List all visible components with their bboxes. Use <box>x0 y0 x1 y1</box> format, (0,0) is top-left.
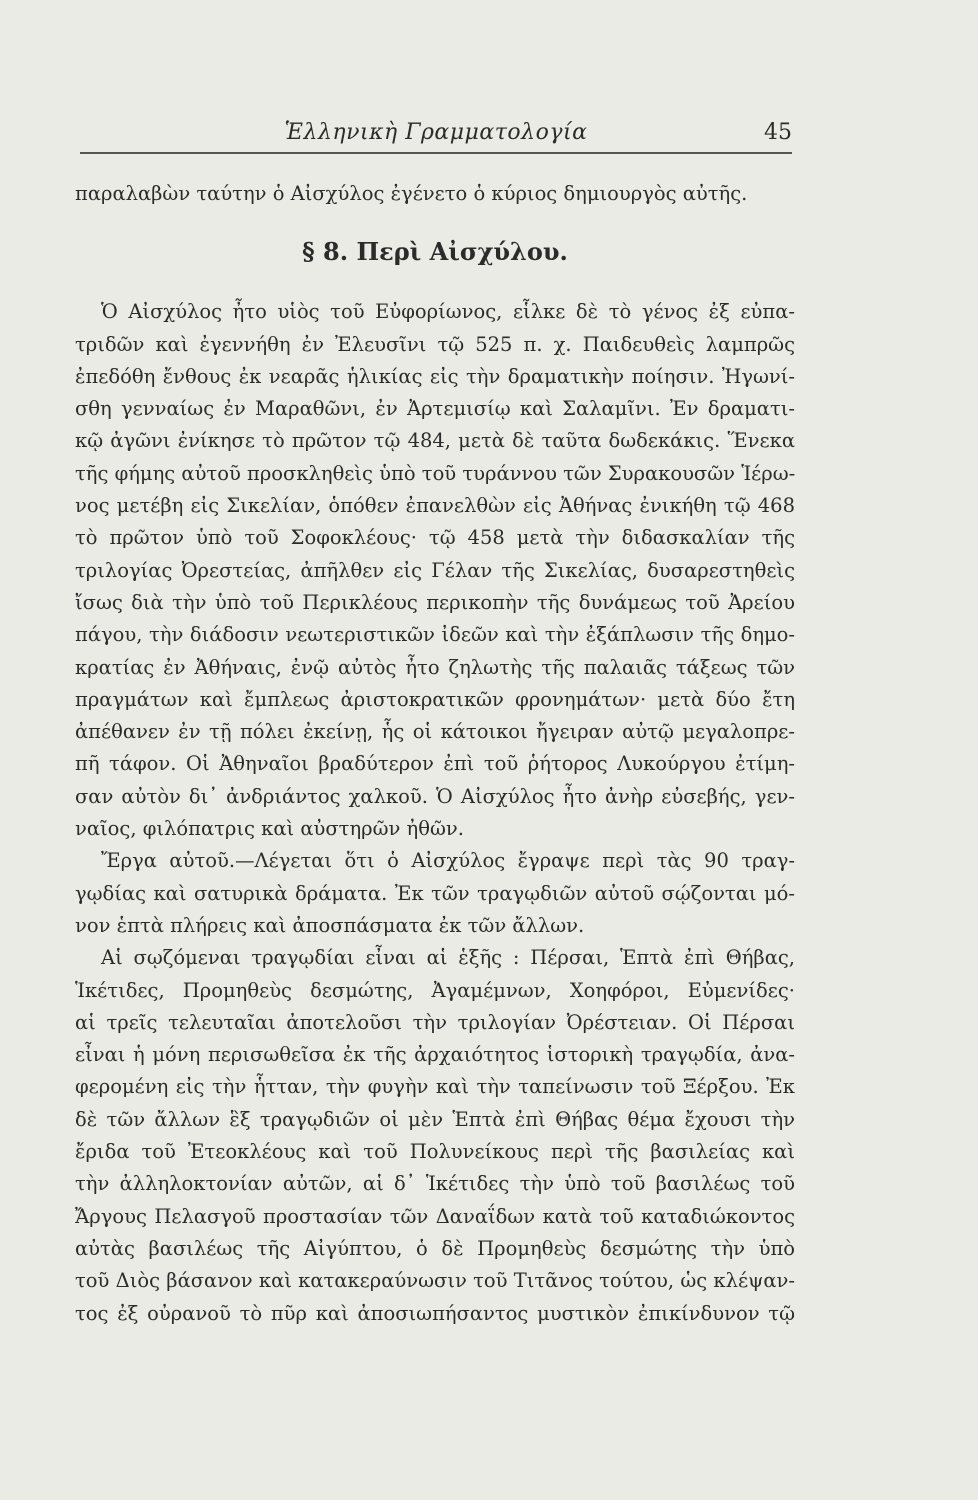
text-line: πάγου, τὴν διάδοσιν νεωτεριστικῶν ἰδεῶν καὶ τὴν ἐξάπλωσιν τῆς δημο- <box>75 623 795 647</box>
text-line: τριλογίας Ὀρεστείας, ἀπῆλθεν εἰς Γέλαν τῆς Σικελίας, δυσαρεστηθεὶς <box>75 558 795 582</box>
text-line: Ἱκέτιδες, Προμηθεὺς δεσμώτης, Ἀγαμέμνων, Χοηφόροι, Εὐμενίδες· <box>75 978 795 1002</box>
text-line: γῳδίας καὶ σατυρικὰ δράματα. Ἐκ τῶν τραγῳδιῶν αὐτοῦ σῴζονται μό- <box>75 881 795 905</box>
paragraph-tragedies <box>75 942 795 1330</box>
text-line: φερομένη εἰς τὴν ἧτταν, τὴν φυγὴν καὶ τὴν ταπείνωσιν τοῦ Ξέρξου. Ἐκ <box>75 1075 795 1099</box>
text-line: νον ἑπτὰ πλήρεις καὶ ἀποσπάσματα ἐκ τῶν ἄλλων. <box>75 913 585 937</box>
body-text <box>75 178 795 1330</box>
text-line: τὴν ἀλληλοκτονίαν αὐτῶν, αἱ δ᾽ Ἱκέτιδες τὴν ὑπὸ τοῦ βασιλέως τοῦ <box>75 1172 795 1196</box>
text-line: ἴσως διὰ τὴν ὑπὸ τοῦ Περικλέους περικοπὴν τῆς δυνάμεως τοῦ Ἀρείου <box>75 590 795 614</box>
text-line: ἔριδα τοῦ Ἐτεοκλέους καὶ τοῦ Πολυνείκους περὶ τῆς βασιλείας καὶ <box>75 1140 795 1164</box>
paragraph-biography <box>75 296 795 845</box>
page-number: 45 <box>764 120 792 145</box>
text-line: τος ἐξ οὐρανοῦ τὸ πῦρ καὶ ἀποσιωπήσαντος μυστικὸν ἐπικίνδυνον τῷ <box>75 1301 795 1325</box>
text-line: τὸ πρῶτον ὑπὸ τοῦ Σοφοκλέους· τῷ 458 μετὰ τὴν διδασκαλίαν τῆς <box>75 526 795 550</box>
text-line: εἶναι ἡ μόνη περισωθεῖσα ἐκ τῆς ἀρχαιότητος ἱστορικὴ τραγῳδία, ἀνα- <box>75 1043 795 1067</box>
text-line: ναῖος, φιλόπατρις καὶ αὐστηρῶν ἠθῶν. <box>75 817 464 841</box>
text-line: σθη γενναίως ἐν Μαραθῶνι, ἐν Ἀρτεμισίῳ καὶ Σαλαμῖνι. Ἐν δραματι- <box>75 397 795 421</box>
text-line: κῷ ἀγῶνι ἐνίκησε τὸ πρῶτον τῷ 484, μετὰ δὲ ταῦτα δωδεκάκις. Ἕνεκα <box>75 429 795 453</box>
text-line: σαν αὐτὸν δι᾽ ἀνδριάντος χαλκοῦ. Ὁ Αἰσχύλος ἦτο ἀνὴρ εὐσεβής, γεν- <box>75 784 795 808</box>
text-line: πραγμάτων καὶ ἔμπλεως ἀριστοκρατικῶν φρονημάτων· μετὰ δύο ἔτη <box>75 687 795 711</box>
section-title: § 8. Περὶ Αἰσχύλου. <box>302 237 568 267</box>
text-line: τῆς φήμης αὐτοῦ προσκληθεὶς ὑπὸ τοῦ τυράννου τῶν Συρακουσῶν Ἱέρω- <box>75 461 795 485</box>
running-title: Ἑλληνικὴ Γραμματολογία <box>284 120 588 145</box>
text-line: νος μετέβη εἰς Σικελίαν, ὁπόθεν ἐπανελθὼν εἰς Ἀθήνας ἐνικήθη τῷ 468 <box>75 494 795 518</box>
paragraph-works <box>75 845 795 942</box>
text-line: δὲ τῶν ἄλλων ἓξ τραγῳδιῶν οἱ μὲν Ἑπτὰ ἐπὶ Θήβας θέμα ἔχουσι τὴν <box>75 1107 795 1131</box>
text-line: αἱ τρεῖς τελευταῖαι ἀποτελοῦσι τὴν τριλογίαν Ὀρέστειαν. Οἱ Πέρσαι <box>75 1010 795 1034</box>
text-line: κρατίας ἐν Ἀθήναις, ἐνῷ αὐτὸς ἦτο ζηλωτὴς τῆς παλαιᾶς τάξεως τῶν <box>75 655 795 679</box>
text-line: τοῦ Διὸς βάσανον καὶ κατακεραύνωσιν τοῦ Τιτᾶνος τούτου, ὡς κλέψαν- <box>75 1269 795 1293</box>
text-line: Ὁ Αἰσχύλος ἦτο υἱὸς τοῦ Εὐφορίωνος, εἷλκε δὲ τὸ γένος ἐξ εὐπα- <box>101 300 795 324</box>
text-line: Αἱ σῳζόμεναι τραγῳδίαι εἶναι αἱ ἑξῆς : Πέρσαι, Ἑπτὰ ἐπὶ Θήβας, <box>101 946 795 970</box>
text-line: ἀπέθανεν ἐν τῇ πόλει ἐκείνῃ, ἧς οἱ κάτοικοι ἤγειραν αὐτῷ μεγαλοπρε- <box>75 720 795 744</box>
page-header <box>80 118 792 154</box>
text-line: αὐτὰς βασιλέως τῆς Αἰγύπτου, ὁ δὲ Προμηθεὺς δεσμώτης τὴν ὑπὸ <box>75 1236 795 1260</box>
text-line: ἐπεδόθη ἔνθους ἐκ νεαρᾶς ἡλικίας εἰς τὴν δραματικὴν ποίησιν. Ἠγωνί- <box>75 364 795 388</box>
text-line: πῆ τάφον. Οἱ Ἀθηναῖοι βραδύτερον ἐπὶ τοῦ ῥήτορος Λυκούργου ἐτίμη- <box>75 752 795 776</box>
text-line: Ἔργα αὐτοῦ.—Λέγεται ὅτι ὁ Αἰσχύλος ἔγραψε περὶ τὰς 90 τραγ- <box>101 849 795 873</box>
text-line: Ἄργους Πελασγοῦ προστασίαν τῶν Δαναΐδων κατὰ τοῦ καταδιώκοντος <box>75 1204 795 1228</box>
header-rule <box>80 152 792 154</box>
intro-line: παραλαβὼν ταύτην ὁ Αἰσχύλος ἐγένετο ὁ κύριος δημιουργὸς αὐτῆς. <box>75 182 748 205</box>
text-line: τριδῶν καὶ ἐγεννήθη ἐν Ἐλευσῖνι τῷ 525 π. χ. Παιδευθεὶς λαμπρῶς <box>75 332 795 356</box>
